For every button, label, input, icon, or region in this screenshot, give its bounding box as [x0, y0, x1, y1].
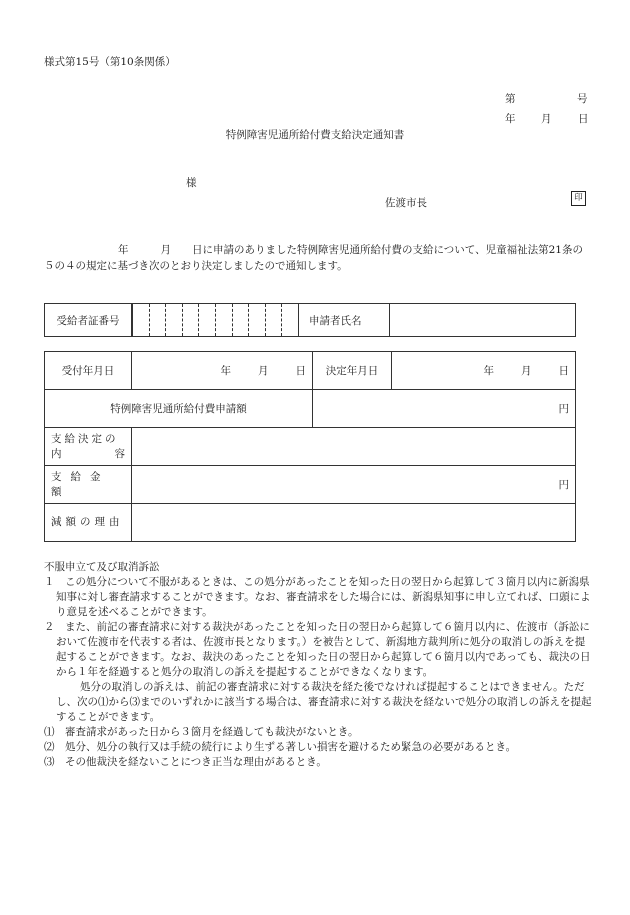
notes-sub-3: ⑶ その他裁決を経ないことにつき正当な理由があるとき。: [44, 756, 327, 768]
decision-date-field[interactable]: 年 月 日: [392, 352, 576, 390]
intro-paragraph: [44, 242, 588, 274]
amount-requested-field[interactable]: 円: [313, 390, 576, 428]
recipient-table: [44, 303, 576, 337]
amount-requested-label: 特例障害児通所給付費申請額: [45, 390, 313, 428]
appeal-notes: [44, 560, 592, 770]
form-number: 様式第15号（第10条関係）: [44, 56, 176, 68]
issue-year-label: 年: [505, 113, 516, 125]
document-title: 特例障害児通所給付費支給決定通知書: [225, 129, 405, 141]
decision-content-label: [45, 428, 132, 466]
sender-name: 佐渡市長: [385, 197, 427, 209]
notes-sub-1: ⑴ 審査請求があった日から３箇月を経過しても裁決がないとき。: [44, 726, 359, 738]
paid-amount-label: 支給金額: [45, 466, 132, 504]
notes-item-1: １ この処分について不服があるときは、この処分があったことを知った日の翌日から起算して３箇月以内に新潟県知事に対し審査請求することができます。なお、審査請求をした場合には、新潟県知事に申し立てれば、口頭により意見を述べることができます。: [44, 576, 591, 618]
paid-amount-field[interactable]: 円: [132, 466, 576, 504]
intro-month-label: 月: [160, 244, 171, 256]
decision-content-field[interactable]: [132, 428, 576, 466]
applicant-name-field[interactable]: [390, 304, 576, 337]
cert-number-digits[interactable]: [132, 304, 299, 337]
issue-month-label: 月: [541, 113, 552, 125]
reduction-reason-field[interactable]: [132, 504, 576, 542]
issue-day-label: 日: [578, 113, 589, 125]
document-number-prefix: 第: [505, 93, 516, 105]
received-date-label: 受付年月日: [45, 352, 132, 390]
notes-paragraph: 処分の取消しの訴えは、前記の審査請求に対する裁決を経た後でなければ提起することはできません。ただし、次の⑴から⑶までのいずれかに該当する場合は、審査請求に対する裁決を経ないで処分の取消しの訴えを提起することができます。: [56, 681, 592, 723]
seal-mark: 印: [571, 191, 586, 206]
notes-item-2: ２ また、前記の審査請求に対する裁決があったことを知った日の翌日から起算して６箇月以内に、佐渡市（訴訟において佐渡市を代表する者は、佐渡市長となります。）を被告として、新潟地方裁判所に処分の取消しの訴えを提起することができます。なお、裁決のあったことを知った日の翌日から起算して６箇月以内であっても、裁決の日から１年を経過すると処分の取消しの訴えを提起することができなくなります。: [44, 621, 591, 678]
decision-table: [44, 351, 576, 542]
notes-heading: 不服申立て及び取消訴訟: [44, 561, 160, 573]
decision-date-label: 決定年月日: [313, 352, 392, 390]
cert-number-label: 受給者証番号: [45, 304, 132, 337]
notes-sub-2: ⑵ 処分、処分の執行又は手続の続行により生ずる著しい損害を避けるため緊急の必要があるとき。: [44, 741, 517, 753]
received-date-field[interactable]: 年 月 日: [132, 352, 313, 390]
reduction-reason-label: 減額の理由: [45, 504, 132, 542]
decision-content-label-line2b: 容: [114, 447, 125, 460]
intro-year-label: 年: [118, 244, 129, 256]
document-number-suffix: 号: [577, 93, 588, 105]
applicant-name-label: 申請者氏名: [299, 304, 390, 337]
decision-content-label-line2a: 内: [51, 447, 62, 460]
decision-content-label-line1: 支給決定の: [51, 432, 119, 445]
intro-text: 日に申請のありました特例障害児通所給付費の支給について、児童福祉法第21条の５の４の規定に基づき次のとおり決定しましたので通知します。: [44, 244, 583, 272]
recipient-honorific: 様: [186, 177, 197, 189]
